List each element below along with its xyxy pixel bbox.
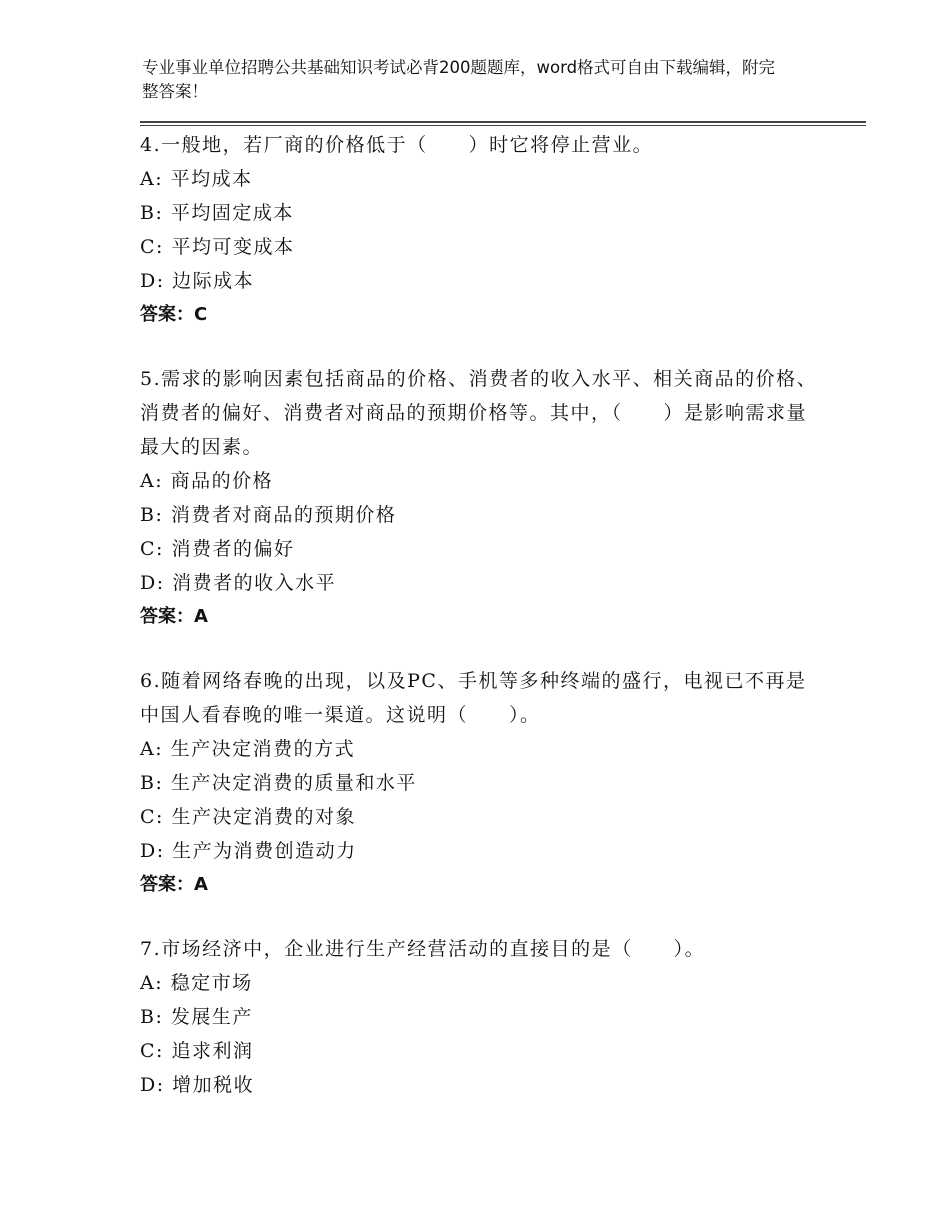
question-7 (140, 932, 820, 1102)
option-c: C: 生产决定消费的对象 (140, 806, 356, 828)
question-stem: 7.市场经济中，企业进行生产经营活动的直接目的是（ ）。 (140, 938, 706, 960)
header-divider-thin (140, 125, 866, 126)
answer-line: 答案：C (140, 304, 208, 325)
option-d: D: 消费者的收入水平 (140, 572, 337, 594)
option-a: A: 平均成本 (140, 168, 253, 190)
question-4 (140, 128, 820, 332)
answer-line: 答案：A (140, 874, 208, 895)
question-stem: 4.一般地，若厂商的价格低于（ ）时它将停止营业。 (140, 134, 654, 156)
option-b: B: 消费者对商品的预期价格 (140, 504, 397, 526)
question-stem: 5.需求的影响因素包括商品的价格、消费者的收入水平、相关商品的价格、消费者的偏好、消费者对商品的预期价格等。其中，（ ）是影响需求量最大的因素。 (140, 368, 818, 458)
question-6 (140, 664, 820, 902)
header-divider-thick (140, 121, 866, 123)
option-c: C: 消费者的偏好 (140, 538, 295, 560)
option-c: C: 平均可变成本 (140, 236, 295, 258)
option-b: B: 生产决定消费的质量和水平 (140, 772, 417, 794)
option-a: A: 商品的价格 (140, 470, 274, 492)
question-stem: 6.随着网络春晚的出现，以及PC、手机等多种终端的盛行，电视已不再是中国人看春晚的唯一渠道。这说明（ ）。 (140, 670, 807, 726)
option-d: D: 边际成本 (140, 270, 255, 292)
option-b: B: 平均固定成本 (140, 202, 294, 224)
question-list (140, 128, 820, 1102)
document-header: 专业事业单位招聘公共基础知识考试必背200题题库，word格式可自由下载编辑，附完整答案！ (142, 58, 776, 101)
option-b: B: 发展生产 (140, 1006, 253, 1028)
answer-line: 答案：A (140, 606, 208, 627)
option-d: D: 生产为消费创造动力 (140, 840, 357, 862)
option-a: A: 生产决定消费的方式 (140, 738, 356, 760)
option-d: D: 增加税收 (140, 1074, 255, 1096)
option-a: A: 稳定市场 (140, 972, 253, 994)
question-5 (140, 362, 820, 634)
option-c: C: 追求利润 (140, 1040, 254, 1062)
